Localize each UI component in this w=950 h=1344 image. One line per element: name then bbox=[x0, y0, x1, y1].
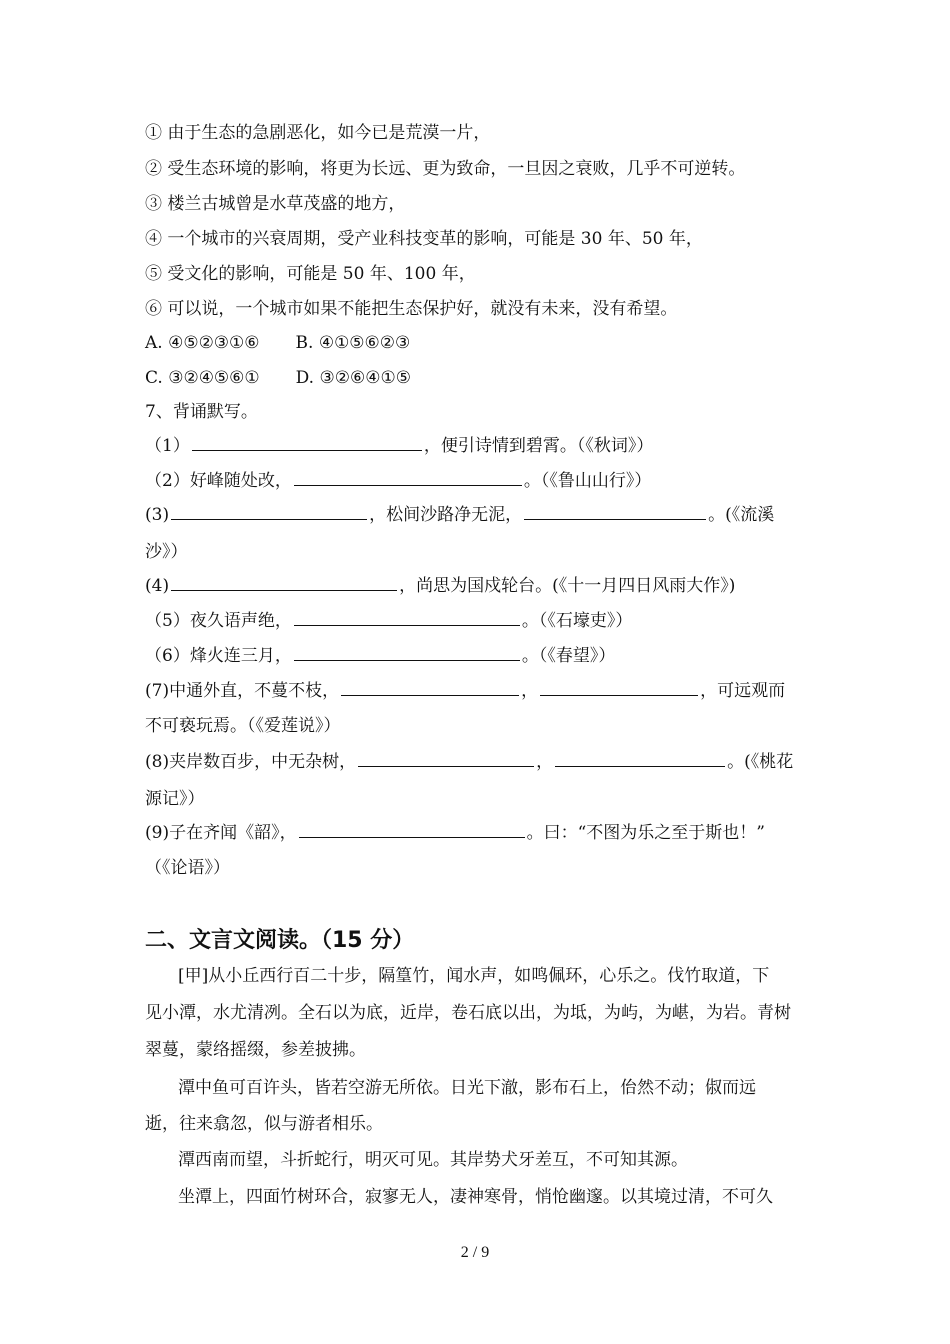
answer-blank[interactable] bbox=[358, 750, 534, 767]
q7-line-8: (8)夹岸数百步，中无杂树， ， 。(《桃花 bbox=[145, 752, 794, 772]
answer-blank[interactable] bbox=[524, 503, 706, 520]
passage-line: 逝，往来翕忽，似与游者相乐。 bbox=[145, 1114, 383, 1134]
passage-line: 潭中鱼可百许头，皆若空游无所依。日光下澈，影布石上，佁然不动；俶而远 bbox=[178, 1078, 756, 1098]
answer-blank[interactable] bbox=[294, 609, 520, 626]
q7-line-5: （5）夜久语声绝， 。（《石壕吏》） bbox=[145, 611, 633, 631]
q6-item-1: ① 由于生态的急剧恶化，如今已是荒漠一片， bbox=[145, 123, 491, 143]
q6-item-6: ⑥ 可以说，一个城市如果不能把生态保护好，就没有未来，没有希望。 bbox=[145, 299, 678, 319]
answer-blank[interactable] bbox=[294, 644, 520, 661]
q7-line-7: (7)中通外直，不蔓不枝， ， ，可远观而 bbox=[145, 681, 786, 701]
q7-title: 7、背诵默写。 bbox=[145, 402, 258, 422]
answer-blank[interactable] bbox=[555, 750, 725, 767]
q6-options-row-2 bbox=[145, 366, 411, 390]
answer-blank[interactable] bbox=[294, 469, 522, 486]
passage-line: 坐潭上，四面竹树环合，寂寥无人，凄神寒骨，悄怆幽邃。以其境过清，不可久 bbox=[178, 1187, 773, 1207]
q7-line-6: （6）烽火连三月， 。（《春望》） bbox=[145, 646, 616, 666]
q6-item-2: ② 受生态环境的影响，将更为长远、更为致命，一旦因之衰败，几乎不可逆转。 bbox=[145, 159, 746, 179]
passage-line: 潭西南而望，斗折蛇行，明灭可见。其岸势犬牙差互，不可知其源。 bbox=[178, 1150, 688, 1170]
answer-blank[interactable] bbox=[192, 434, 422, 451]
answer-blank[interactable] bbox=[171, 574, 397, 591]
q7-line-7-cont: 不可亵玩焉。（《爱莲说》） bbox=[145, 716, 341, 736]
section-heading: 二、文言文阅读。（15 分） bbox=[145, 928, 415, 953]
option-b[interactable]: B. ④①⑤⑥②③ bbox=[295, 333, 411, 353]
q7-line-2: （2）好峰随处改， 。（《鲁山山行》） bbox=[145, 471, 652, 491]
answer-blank[interactable] bbox=[171, 503, 367, 520]
q7-line-1: （1） ，便引诗情到碧霄。（《秋词》） bbox=[145, 436, 654, 456]
q7-line-9-cont: （《论语》） bbox=[145, 858, 230, 878]
q6-item-3: ③ 楼兰古城曾是水草茂盛的地方， bbox=[145, 194, 406, 214]
passage-line: 见小潭，水尤清冽。全石以为底，近岸，卷石底以出，为坻，为屿，为嵁，为岩。青树 bbox=[145, 1003, 791, 1023]
q7-line-4: (4) ，尚思为国戍轮台。(《十一月四日风雨大作》) bbox=[145, 576, 736, 596]
q6-item-5: ⑤ 受文化的影响，可能是 50 年、100 年， bbox=[145, 264, 476, 284]
passage-line: 翠蔓，蒙络摇缀，参差披拂。 bbox=[145, 1040, 366, 1060]
option-a[interactable]: A. ④⑤②③①⑥ bbox=[145, 333, 260, 353]
passage-line: [甲]从小丘西行百二十步，隔篁竹，闻水声，如鸣佩环，心乐之。伐竹取道，下 bbox=[178, 966, 770, 986]
q7-line-9: (9)子在齐闻《韶》， 。曰：“不图为乐之至于斯也！” bbox=[145, 823, 765, 843]
answer-blank[interactable] bbox=[299, 821, 525, 838]
q6-options-row-1 bbox=[145, 331, 410, 355]
answer-blank[interactable] bbox=[341, 679, 519, 696]
q7-line-3: (3) ，松间沙路净无泥， 。(《流溪 bbox=[145, 505, 775, 525]
q6-item-4: ④ 一个城市的兴衰周期，受产业科技变革的影响，可能是 30 年、50 年， bbox=[145, 229, 703, 249]
answer-blank[interactable] bbox=[540, 679, 698, 696]
q7-line-8-cont: 源记》） bbox=[145, 789, 205, 809]
option-d[interactable]: D. ③②⑥④①⑤ bbox=[295, 368, 411, 388]
page-number: 2 / 9 bbox=[460, 1244, 490, 1261]
q7-line-3-cont: 沙》） bbox=[145, 542, 188, 562]
option-c[interactable]: C. ③②④⑤⑥① bbox=[145, 368, 260, 388]
